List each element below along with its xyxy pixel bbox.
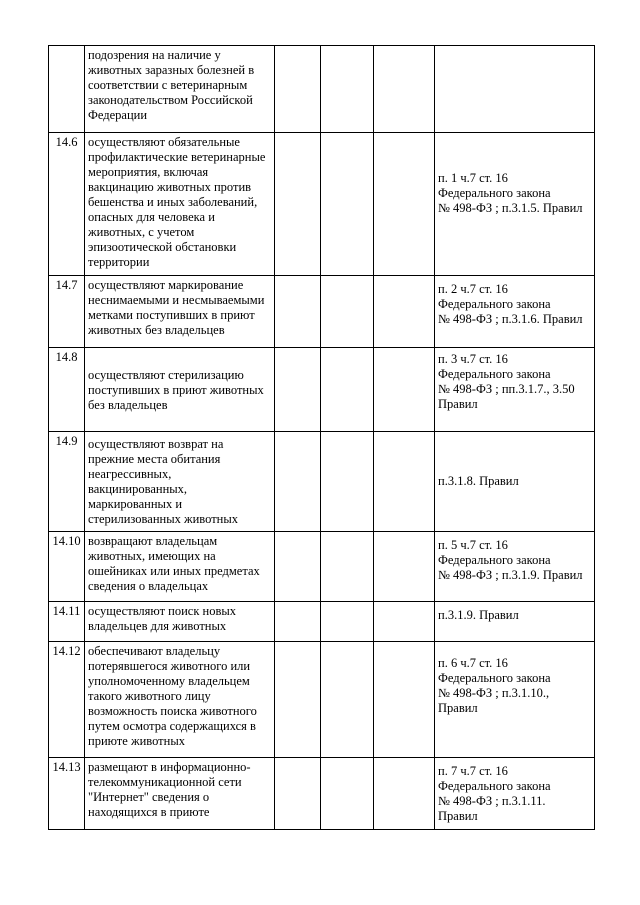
legal-reference: п. 1 ч.7 ст. 16 Федерального закона № 498-ФЗ ; п.3.1.5. Правил [435, 133, 595, 276]
legal-reference: п.3.1.9. Правил [435, 602, 595, 642]
requirement-text: осуществляют возврат на прежние места обитания неагрессивных, вакцинированных, маркированных и стерилизованных животных [85, 432, 275, 532]
check-cell-yes [275, 276, 321, 348]
legal-reference: п. 3 ч.7 ст. 16 Федерального закона № 498-ФЗ ; пп.3.1.7., 3.50 Правил [435, 348, 595, 432]
legal-reference: п. 2 ч.7 ст. 16 Федерального закона № 498-ФЗ ; п.3.1.6. Правил [435, 276, 595, 348]
row-number: 14.7 [49, 276, 85, 348]
check-cell-yes [275, 348, 321, 432]
check-cell-yes [275, 532, 321, 602]
table-row [49, 758, 595, 830]
requirement-text: осуществляют маркирование неснимаемыми и несмываемыми метками поступивших в приют животных без владельцев [85, 276, 275, 348]
legal-reference: п. 6 ч.7 ст. 16 Федерального закона № 498-ФЗ ; п.3.1.10., Правил [435, 642, 595, 758]
table-row [49, 46, 595, 133]
check-cell-no [321, 133, 374, 276]
check-cell-na [374, 642, 435, 758]
check-cell-no [321, 46, 374, 133]
table-row [49, 276, 595, 348]
requirement-text: осуществляют поиск новых владельцев для животных [85, 602, 275, 642]
table-body [49, 46, 595, 830]
table-row [49, 642, 595, 758]
requirement-text: подозрения на наличие у животных заразных болезней в соответствии с ветеринарным законодательством Российской Федерации [85, 46, 275, 133]
check-cell-no [321, 276, 374, 348]
legal-reference: п. 7 ч.7 ст. 16 Федерального закона № 498-ФЗ ; п.3.1.11. Правил [435, 758, 595, 830]
table-row [49, 532, 595, 602]
check-cell-no [321, 642, 374, 758]
requirement-text: возвращают владельцам животных, имеющих на ошейниках или иных предметах сведения о владельцах [85, 532, 275, 602]
requirement-text: обеспечивают владельцу потерявшегося животного или уполномоченному владельцем такого животного лицу возможность поиска животного путем осмотра содержащихся в приюте животных [85, 642, 275, 758]
row-number: 14.13 [49, 758, 85, 830]
check-cell-yes [275, 642, 321, 758]
row-number [49, 46, 85, 133]
row-number: 14.11 [49, 602, 85, 642]
table-row [49, 348, 595, 432]
check-cell-no [321, 432, 374, 532]
check-cell-yes [275, 758, 321, 830]
check-cell-yes [275, 46, 321, 133]
requirement-text: осуществляют обязательные профилактические ветеринарные мероприятия, включая вакцинацию животных против бешенства и иных заболеваний, опасных для человека и животных, с учетом эпизоотической обстановки территории [85, 133, 275, 276]
check-cell-yes [275, 133, 321, 276]
check-cell-na [374, 133, 435, 276]
table-row [49, 602, 595, 642]
row-number: 14.10 [49, 532, 85, 602]
row-number: 14.9 [49, 432, 85, 532]
check-cell-na [374, 432, 435, 532]
row-number: 14.12 [49, 642, 85, 758]
legal-reference: п. 5 ч.7 ст. 16 Федерального закона № 498-ФЗ ; п.3.1.9. Правил [435, 532, 595, 602]
check-cell-yes [275, 432, 321, 532]
legal-reference [435, 46, 595, 133]
requirement-text: размещают в информационно- телекоммуникационной сети "Интернет" сведения о находящихся в приюте [85, 758, 275, 830]
check-cell-no [321, 758, 374, 830]
requirements-table [48, 45, 595, 830]
check-cell-no [321, 348, 374, 432]
legal-reference: п.3.1.8. Правил [435, 432, 595, 532]
check-cell-na [374, 602, 435, 642]
row-number: 14.6 [49, 133, 85, 276]
check-cell-na [374, 276, 435, 348]
check-cell-no [321, 602, 374, 642]
check-cell-na [374, 532, 435, 602]
table-row [49, 133, 595, 276]
check-cell-no [321, 532, 374, 602]
check-cell-na [374, 348, 435, 432]
check-cell-na [374, 46, 435, 133]
table-row [49, 432, 595, 532]
requirement-text: осуществляют стерилизацию поступивших в приют животных без владельцев [85, 348, 275, 432]
check-cell-yes [275, 602, 321, 642]
check-cell-na [374, 758, 435, 830]
row-number: 14.8 [49, 348, 85, 432]
